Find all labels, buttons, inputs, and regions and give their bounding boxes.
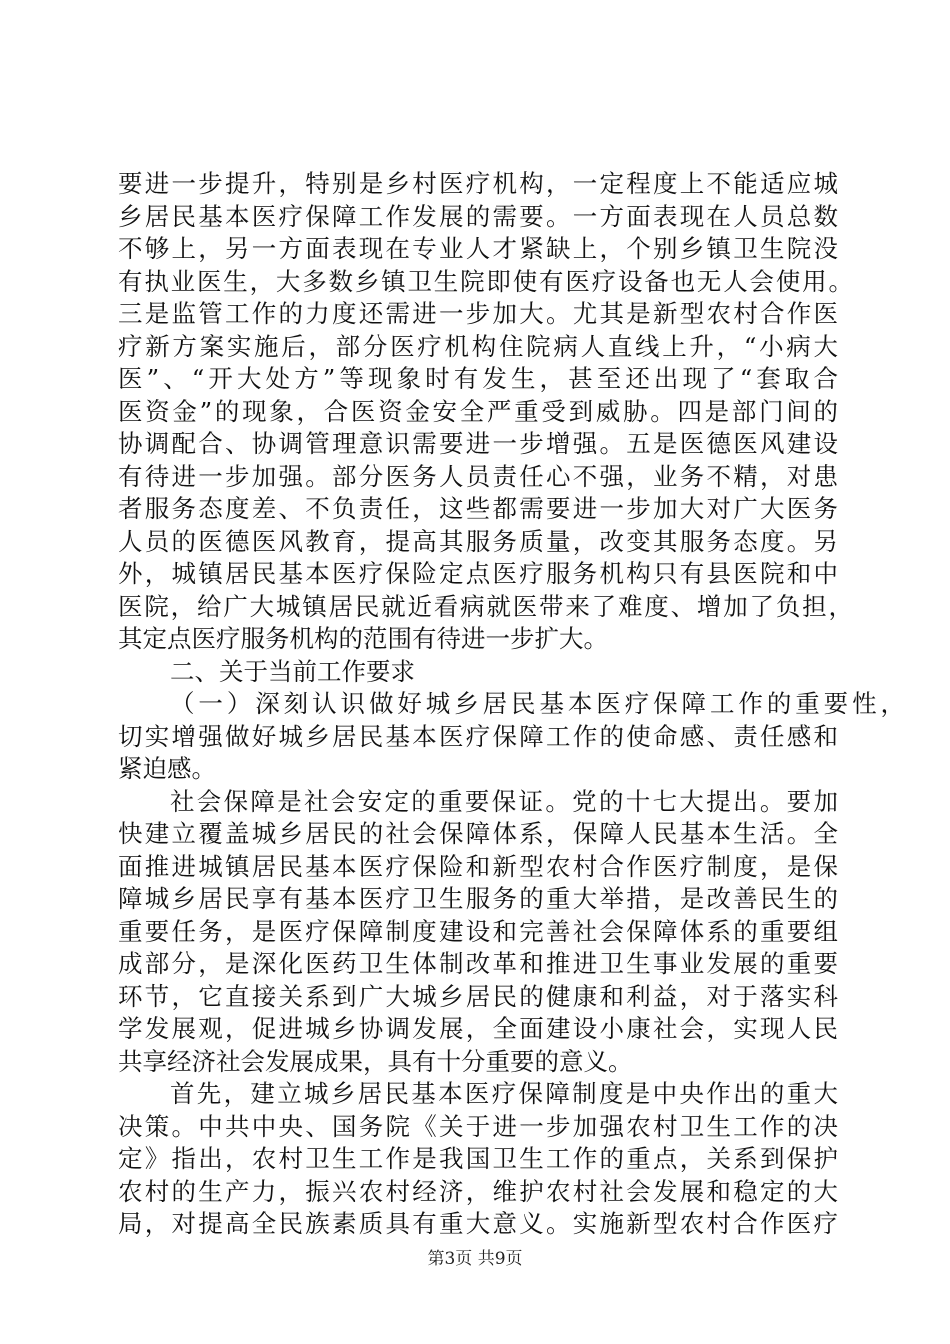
- text-line: 首先，建立城乡居民基本医疗保障制度是中央作出的重大: [170, 1079, 838, 1108]
- text-line: 外，城镇居民基本医疗保险定点医疗服务机构只有县医院和中: [118, 559, 838, 588]
- text-line: 学发展观，促进城乡协调发展，全面建设小康社会，实现人民: [118, 1014, 838, 1043]
- text-line: 成部分，是深化医药卫生体制改革和推进卫生事业发展的重要: [118, 949, 838, 978]
- text-line: 者服务态度差、不负责任，这些都需要进一步加大对广大医务: [118, 494, 838, 523]
- text-line: 医院，给广大城镇居民就近看病就医带来了难度、增加了负担，: [118, 591, 853, 621]
- text-line: 切实增强做好城乡居民基本医疗保障工作的使命感、责任感和: [118, 721, 838, 751]
- text-line: 医资金”的现象，合医资金安全严重受到威胁。四是部门间的: [118, 396, 838, 426]
- text-line: 有执业医生，大多数乡镇卫生院即使有医疗设备也无人会使用。: [118, 266, 853, 296]
- text-line: 共享经济社会发展成果，具有十分重要的意义。: [118, 1046, 633, 1076]
- text-line: 快建立覆盖城乡居民的社会保障体系，保障人民基本生活。全: [118, 819, 838, 848]
- text-line: 定》指出，农村卫生工作是我国卫生工作的重点，关系到保护: [118, 1144, 838, 1173]
- text-line: 要进一步提升，特别是乡村医疗机构，一定程度上不能适应城: [118, 169, 838, 198]
- text-line: 二、关于当前工作要求: [170, 656, 415, 686]
- text-line: 乡居民基本医疗保障工作发展的需要。一方面表现在人员总数: [118, 201, 838, 231]
- text-line: 人员的医德医风教育，提高其服务质量，改变其服务态度。另: [118, 526, 838, 556]
- text-line: 环节，它直接关系到广大城乡居民的健康和利益，对于落实科: [118, 981, 838, 1011]
- text-line: 社会保障是社会安定的重要保证。党的十七大提出。要加: [170, 786, 838, 816]
- text-line: 决策。中共中央、国务院《关于进一步加强农村卫生工作的决: [118, 1111, 838, 1141]
- text-line: 紧迫感。: [118, 754, 216, 783]
- text-line: 协调配合、协调管理意识需要进一步增强。五是医德医风建设: [118, 429, 838, 458]
- text-line: 农村的生产力，振兴农村经济，维护农村社会发展和稳定的大: [118, 1176, 838, 1206]
- text-line: 局，对提高全民族素质具有重大意义。实施新型农村合作医疗: [118, 1209, 838, 1238]
- page-number-footer: 第3页 共9页: [427, 1249, 523, 1269]
- text-line: 医”、“开大处方”等现象时有发生，甚至还出现了“套取合: [118, 364, 838, 393]
- text-line: （一）深刻认识做好城乡居民基本医疗保障工作的重要性，: [170, 689, 905, 718]
- text-line: 重要任务，是医疗保障制度建设和完善社会保障体系的重要组: [118, 916, 838, 946]
- document-body: [118, 168, 905, 1241]
- text-line: 三是监管工作的力度还需进一步加大。尤其是新型农村合作医: [118, 299, 838, 328]
- text-line: 面推进城镇居民基本医疗保险和新型农村合作医疗制度，是保: [118, 851, 838, 881]
- text-line: 不够上，另一方面表现在专业人才紧缺上，个别乡镇卫生院没: [118, 234, 838, 263]
- text-line: 其定点医疗服务机构的范围有待进一步扩大。: [118, 624, 608, 653]
- text-line: 有待进一步加强。部分医务人员责任心不强，业务不精，对患: [118, 461, 838, 491]
- text-line: 疗新方案实施后，部分医疗机构住院病人直线上升，“小病大: [118, 331, 838, 361]
- text-line: 障城乡居民享有基本医疗卫生服务的重大举措，是改善民生的: [118, 884, 838, 913]
